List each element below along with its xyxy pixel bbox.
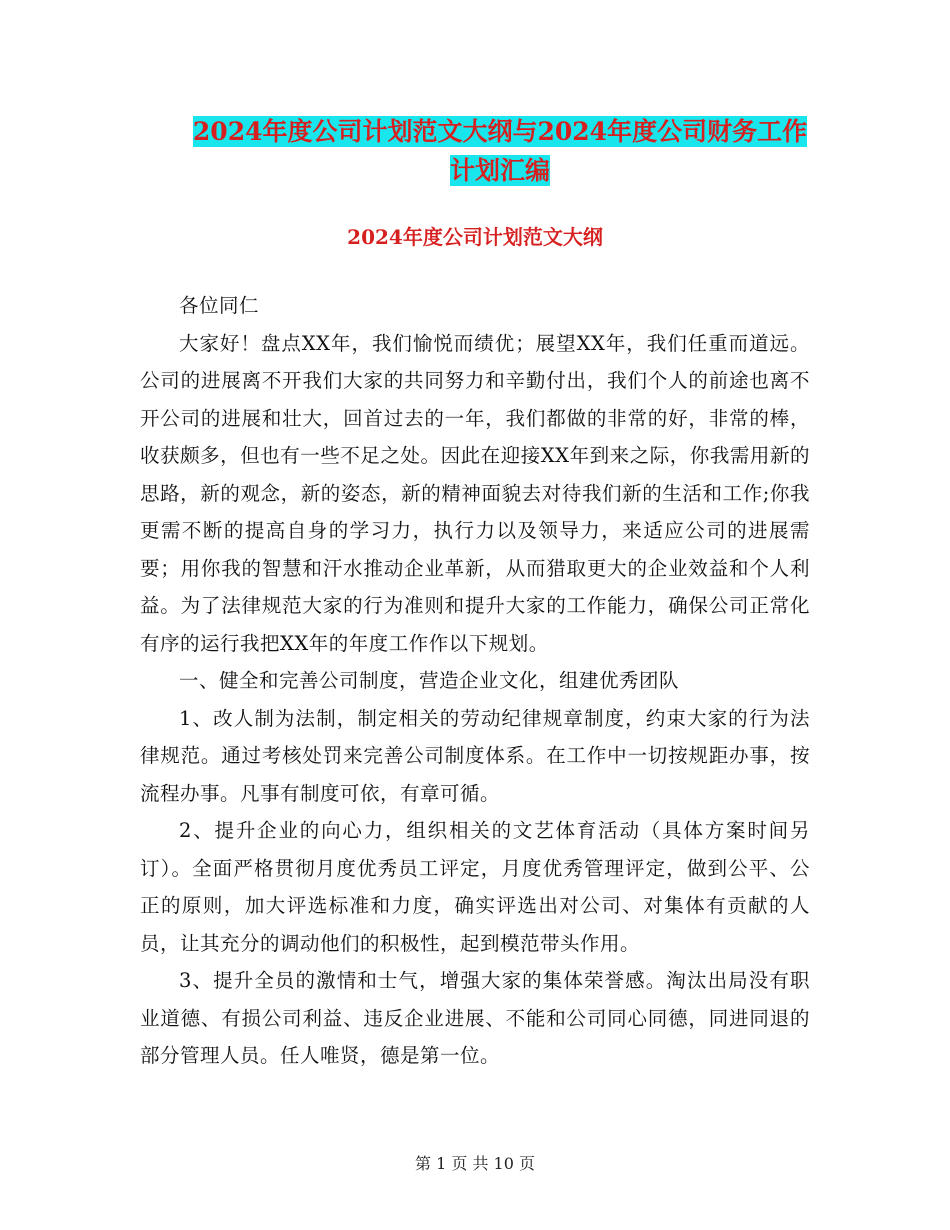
paragraph-heading-1: 一、健全和完善公司制度，营造企业文化，组建优秀团队	[179, 669, 680, 692]
paragraph-item-2: 2、提升企业的向心力，组织相关的文艺体育活动（具体方案时间另订）。全面严格贯彻月度优秀员工评定，月度优秀管理评定，做到公平、公正的原则，加大评选标准和力度，确实评选出对公司、对集体有贡献的人员，让其充分的调动他们的积极性，起到模范带头作用。	[140, 819, 810, 955]
paragraph-item-1: 1、改人制为法制，制定相关的劳动纪律规章制度，约束大家的行为法律规范。通过考核处罚来完善公司制度体系。在工作中一切按规距办事，按流程办事。凡事有制度可依，有章可循。	[140, 706, 810, 805]
page-number-label: 第 1 页 共 10 页	[415, 1154, 535, 1173]
document-title-line-1: 2024年度公司计划范文大纲与2024年度公司财务工作	[192, 117, 808, 146]
paragraph-intro: 大家好！盘点XX年，我们愉悦而绩优；展望XX年，我们任重而道远。公司的进展离不开我们大家的共同努力和辛勤付出，我们个人的前途也离不开公司的进展和壮大，回首过去的一年，我们都做的非常的好，非常的棒，收获颇多，但也有一些不足之处。因此在迎接XX年到来之际，你我需用新的思路，新的观念，新的姿态，新的精神面貌去对待我们新的生活和工作;你我更需不断的提高自身的学习力，执行力以及领导力，来适应公司的进展需要；用你我的智慧和汗水推动企业革新，从而猎取更大的企业效益和个人利益。为了法律规范大家的行为准则和提升大家的工作能力，确保公司正常化有序的运行我把XX年的年度工作作以下规划。	[140, 331, 810, 655]
paragraph-salutation: 各位同仁	[179, 294, 260, 317]
document-title	[140, 112, 860, 190]
section-title: 2024年度公司计划范文大纲	[347, 225, 603, 249]
paragraph-item-3: 3、提升全员的激情和士气，增强大家的集体荣誉感。淘汰出局没有职业道德、有损公司利益、违反企业进展、不能和公司同心同德，同进同退的部分管理人员。任人唯贤，德是第一位。	[140, 969, 810, 1067]
page-footer	[0, 1152, 950, 1176]
document-title-line-2: 计划汇编	[449, 156, 550, 185]
document-body	[140, 287, 810, 1075]
